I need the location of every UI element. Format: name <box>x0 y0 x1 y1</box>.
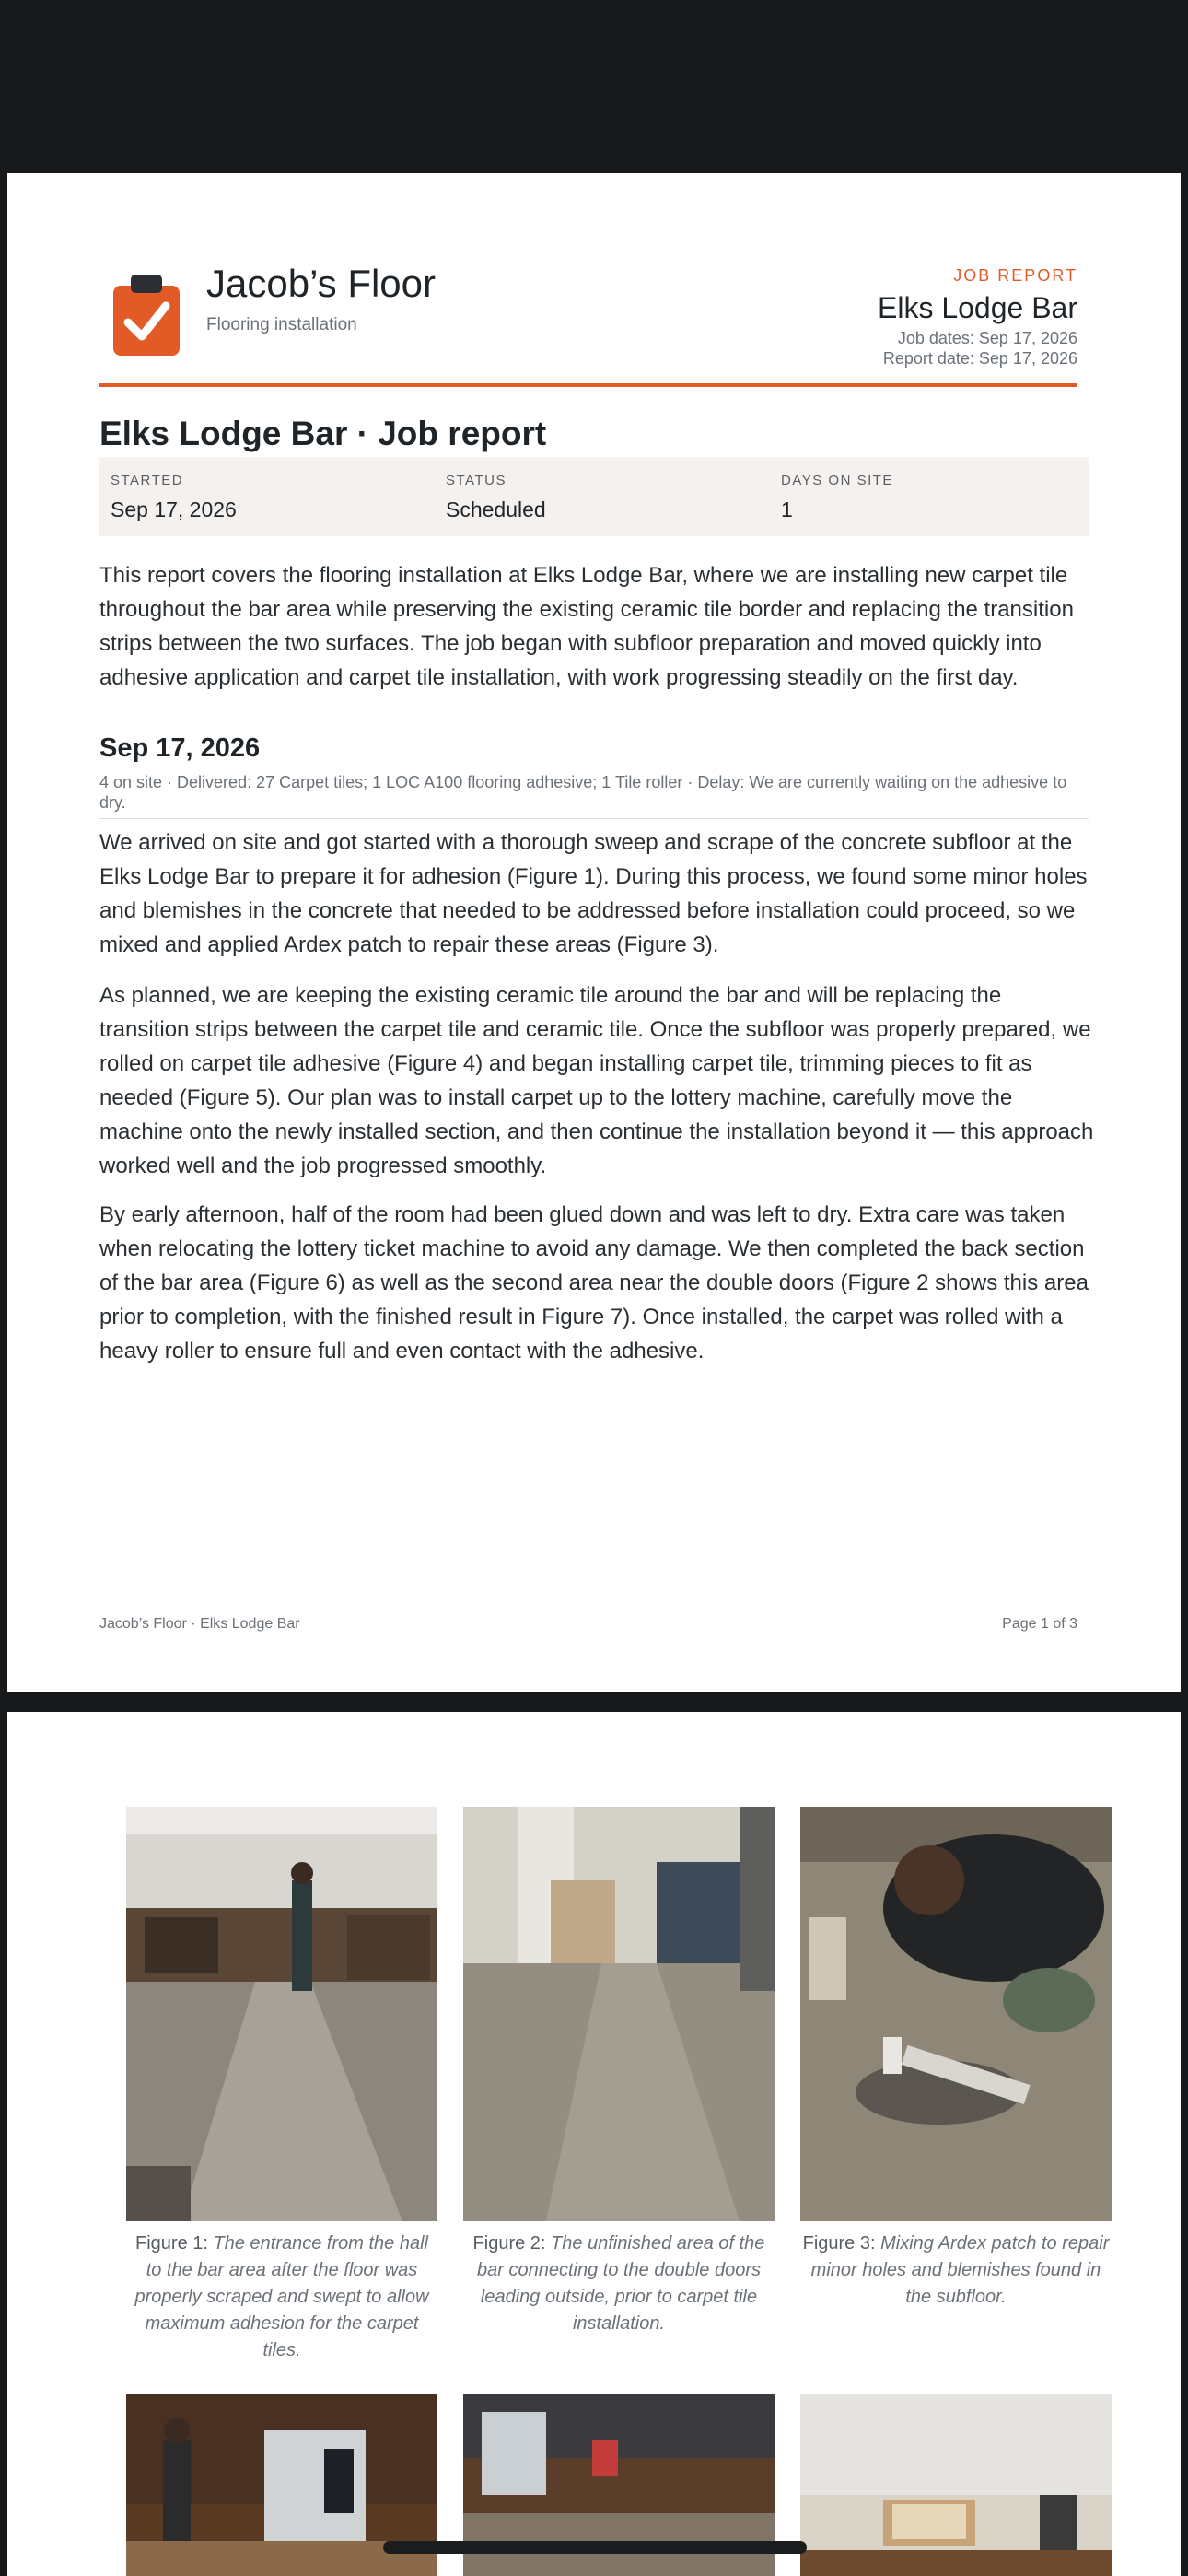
status-label: STATUS <box>446 473 507 488</box>
figure-1-text: The entrance from the hall to the bar area after the floor was properly scraped and swept to allow maximum adhesion for the carpet tiles. <box>134 2233 429 2360</box>
day-divider <box>99 818 1089 819</box>
figure-2-photo <box>463 1807 775 2221</box>
day-paragraph: As planned, we are keeping the existing ceramic tile around the bar and will be replacing the transition strips between the carpet tile and ceramic tile. Once the subfloor was properly prepared, we rolled on carpet tile adhesive (Figure 4) and began installing carpet tile, trimming pieces to fit as needed (Figure 5). Our plan was to install carpet up to the lottery machine, carefully move the machine onto the newly installed section, and then continue the installation beyond it — this approach worked well and the job progressed smoothly. <box>99 983 1094 1178</box>
started-value: Sep 17, 2026 <box>111 498 237 521</box>
clipboard-check-icon <box>111 275 182 357</box>
summary-started <box>111 472 237 523</box>
header-divider <box>99 383 1077 387</box>
status-value: Scheduled <box>446 498 546 521</box>
report-label: JOB REPORT <box>953 266 1077 285</box>
day-meta: 4 on site · Delivered: 27 Carpet tiles; 1 LOC A100 flooring adhesive; 1 Tile roller · Delay: We are currently waiting on the adhesive to dry. <box>99 773 1067 812</box>
report-page-2 <box>7 1712 1181 2576</box>
summary-panel <box>99 457 1089 536</box>
figure-3-caption <box>800 2231 1112 2311</box>
report-header-info <box>878 265 1077 369</box>
summary-status <box>446 472 546 523</box>
figure-2-caption <box>463 2231 775 2337</box>
figure-2-label: Figure 2: <box>472 2233 546 2254</box>
day-paragraph: By early afternoon, half of the room had been glued down and was left to dry. Extra care was taken when relocating the lottery ticket machine to avoid any damage. We then completed the back section of the bar area (Figure 6) as well as the second area near the double doors (Figure 2 shows this area prior to completion, with the finished result in Figure 7). Once installed, the carpet was rolled with a heavy roller to ensure full and even contact with the adhesive. <box>99 1202 1089 1364</box>
home-indicator[interactable] <box>383 2541 807 2554</box>
report-date: Report date: Sep 17, 2026 <box>882 349 1077 368</box>
figure-6-photo <box>800 2394 1112 2576</box>
figure-1-photo <box>126 1807 437 2221</box>
summary-days <box>781 472 893 523</box>
figure-2-text: The unfinished area of the bar connecting to the double doors leading outside, prior to carpet tile installation. <box>477 2233 765 2334</box>
days-value: 1 <box>781 498 793 521</box>
figure-3-text: Mixing Ardex patch to repair minor holes and blemishes found in the subfloor. <box>810 2233 1110 2307</box>
job-dates: Job dates: Sep 17, 2026 <box>897 329 1077 347</box>
page-number: Page 1 of 3 <box>1002 1616 1077 1632</box>
intro-paragraph: This report covers the flooring installation at Elks Lodge Bar, where we are installing new carpet tile throughout the bar area while preserving the existing ceramic tile border and replacing the transition strips between the two surfaces. The job began with subfloor preparation and moved quickly into adhesive application and carpet tile installation, with work progressing steadily on the first day. <box>99 563 1074 690</box>
day-paragraph: We arrived on site and got started with a thorough sweep and scrape of the concrete subfloor at the Elks Lodge Bar to prepare it for adhesion (Figure 1). During this process, we found some minor holes and blemishes in the concrete that needed to be addressed before installation could proceed, so we mixed and applied Ardex patch to repair these areas (Figure 3). <box>99 830 1088 957</box>
figure-1-caption <box>126 2231 437 2364</box>
figure-1-label: Figure 1: <box>135 2233 208 2254</box>
report-title: Elks Lodge Bar · Job report <box>99 415 547 452</box>
report-page-1 <box>7 173 1181 1692</box>
days-label: DAYS ON SITE <box>781 473 893 488</box>
day-date: Sep 17, 2026 <box>99 733 261 763</box>
company-name: Jacob’s Floor <box>206 262 437 305</box>
footer-left: Jacob’s Floor · Elks Lodge Bar <box>99 1616 300 1632</box>
project-name: Elks Lodge Bar <box>877 291 1077 324</box>
started-label: STARTED <box>111 473 184 488</box>
figure-3-label: Figure 3: <box>802 2233 876 2254</box>
figure-3-photo <box>800 1807 1112 2221</box>
company-tagline: Flooring installation <box>206 315 357 334</box>
